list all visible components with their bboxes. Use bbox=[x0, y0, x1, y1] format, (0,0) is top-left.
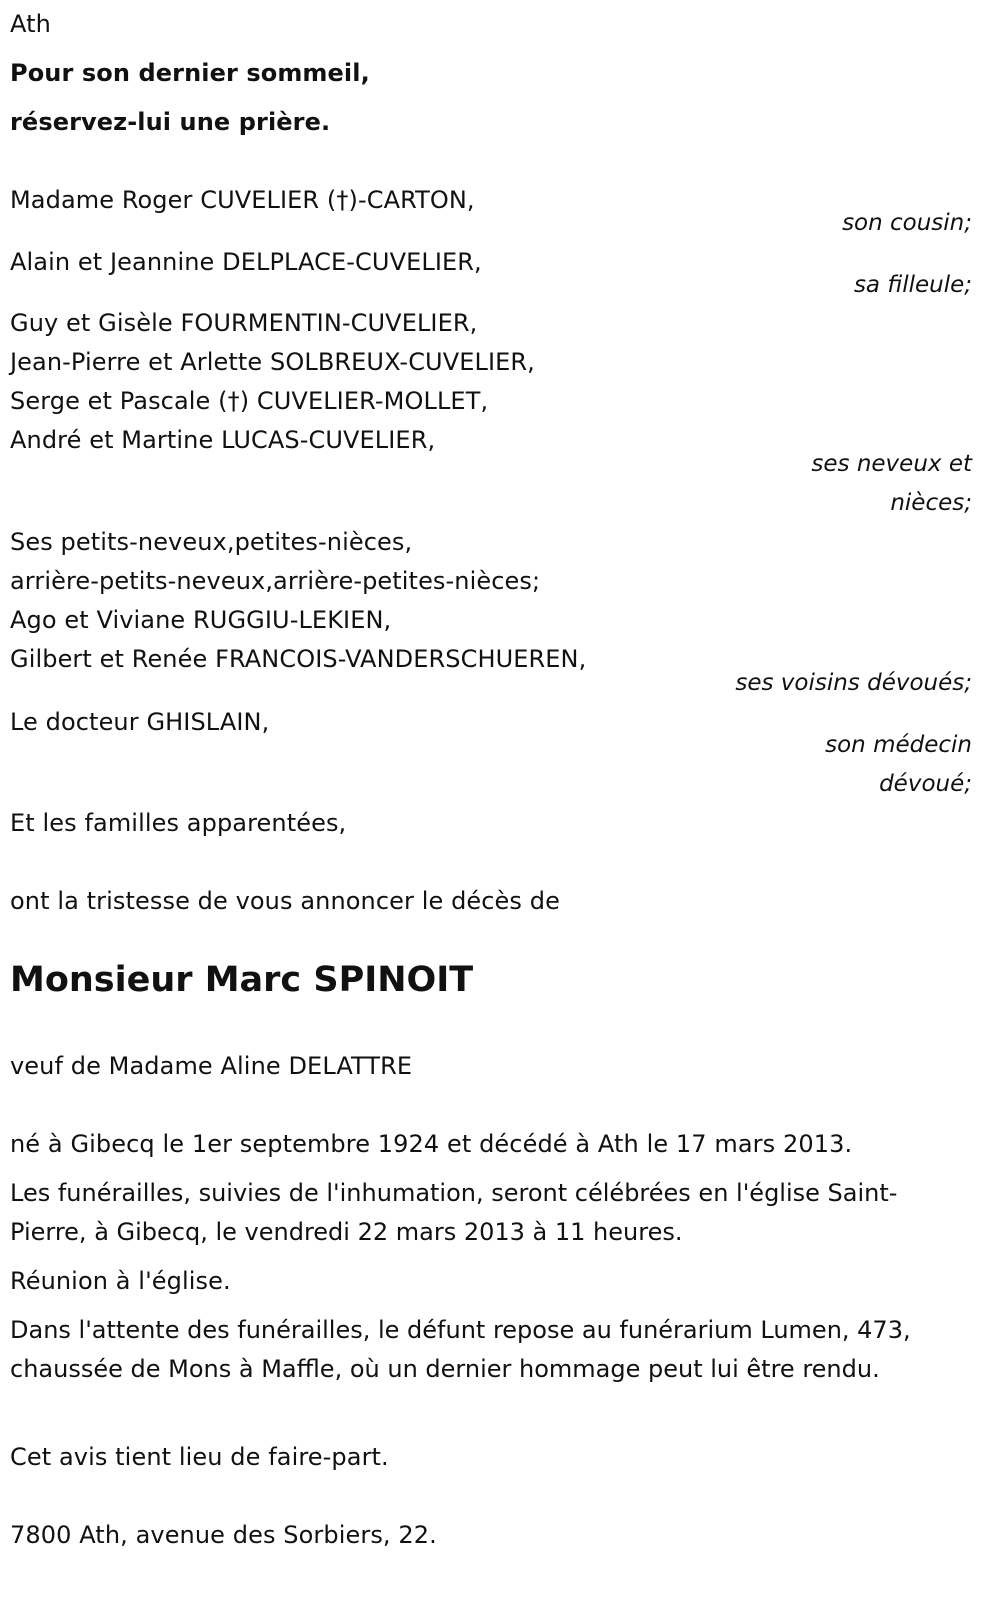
deceased-name: Monsieur Marc SPINOIT bbox=[10, 960, 474, 1000]
nephew-entry: André et Martine LUCAS-CUVELIER, bbox=[10, 426, 436, 454]
nephew-entry: Serge et Pascale (†) CUVELIER-MOLLET, bbox=[10, 387, 489, 415]
relation-doctor-line-2: dévoué; bbox=[879, 771, 972, 797]
neighbor-entry: Gilbert et Renée FRANCOIS-VANDERSCHUEREN, bbox=[10, 645, 587, 673]
neighbor-entry: Ago et Viviane RUGGIU-LEKIEN, bbox=[10, 606, 392, 634]
funerarium-text: Dans l'attente des funérailles, le défunt repose au funérarium Lumen, 473, chaussée de Mons à Maffle, où un dernier hommage peut lui être rendu. bbox=[10, 1316, 911, 1383]
widower-of: veuf de Madame Aline DELATTRE bbox=[10, 1052, 413, 1080]
funeral-text: Les funérailles, suivies de l'inhumation, seront célébrées en l'église Saint-Pierre, à Gibecq, le vendredi 22 mars 2013 à 11 heures. bbox=[10, 1179, 898, 1246]
relation-nephews-line-1: ses neveux et bbox=[811, 451, 972, 477]
notice-text: Cet avis tient lieu de faire-part. bbox=[10, 1443, 389, 1471]
relation-goddaughter: sa filleule; bbox=[853, 272, 972, 298]
relation-cousin: son cousin; bbox=[842, 210, 972, 236]
location-text: Ath bbox=[10, 10, 51, 38]
family-entry-goddaughter: Alain et Jeannine DELPLACE-CUVELIER, bbox=[10, 248, 482, 276]
nephew-entry: Guy et Gisèle FOURMENTIN-CUVELIER, bbox=[10, 309, 478, 337]
announcement-text: ont la tristesse de vous annoncer le décès de bbox=[10, 887, 560, 915]
verse-line-1: Pour son dernier sommeil, bbox=[10, 59, 370, 87]
neighbor-entry: arrière-petits-neveux,arrière-petites-nièces; bbox=[10, 567, 541, 595]
relation-neighbors: ses voisins dévoués; bbox=[735, 670, 972, 696]
relation-doctor-line-1: son médecin bbox=[825, 732, 972, 758]
nephew-entry: Jean-Pierre et Arlette SOLBREUX-CUVELIER, bbox=[10, 348, 535, 376]
address-text: 7800 Ath, avenue des Sorbiers, 22. bbox=[10, 1521, 437, 1549]
family-entry-cousin: Madame Roger CUVELIER (†)-CARTON, bbox=[10, 186, 475, 214]
verse-line-2: réservez-lui une prière. bbox=[10, 108, 331, 136]
related-families: Et les familles apparentées, bbox=[10, 809, 347, 837]
relation-nephews-line-2: nièces; bbox=[890, 490, 972, 516]
neighbor-entry: Ses petits-neveux,petites-nièces, bbox=[10, 528, 413, 556]
birth-death-text: né à Gibecq le 1er septembre 1924 et décédé à Ath le 17 mars 2013. bbox=[10, 1130, 853, 1158]
meeting-text: Réunion à l'église. bbox=[10, 1267, 231, 1295]
doctor-entry: Le docteur GHISLAIN, bbox=[10, 708, 270, 736]
